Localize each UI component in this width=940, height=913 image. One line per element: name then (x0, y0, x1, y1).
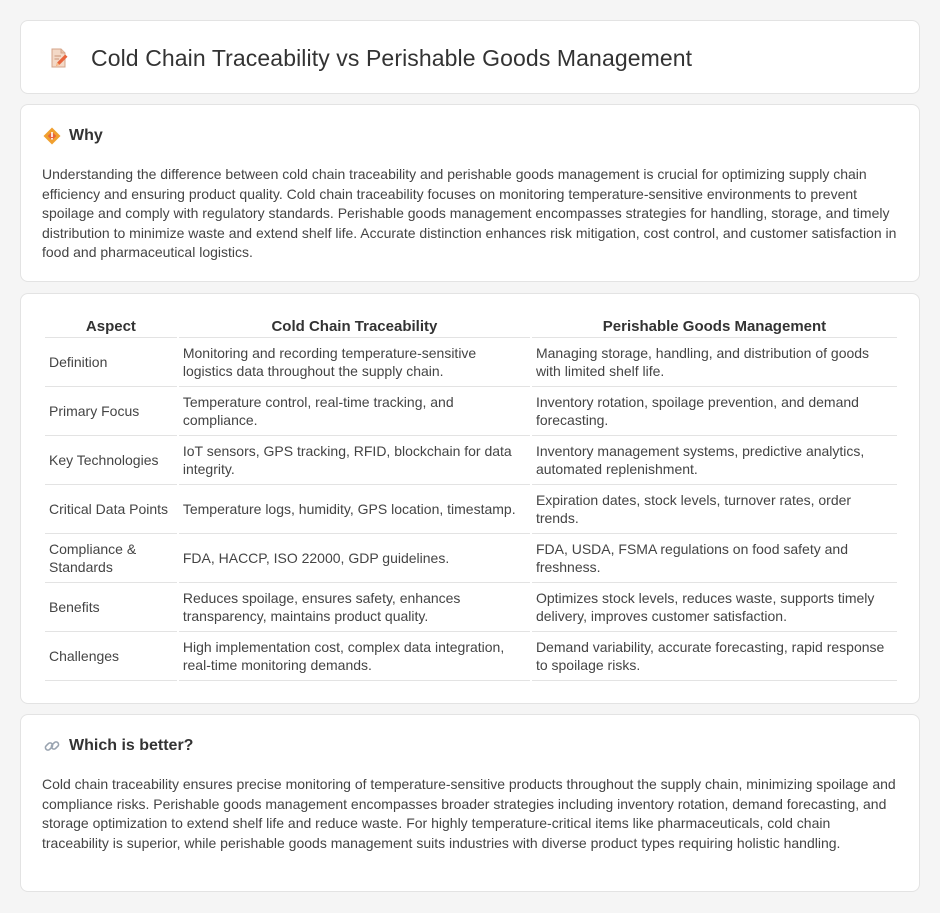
table-header-row (45, 316, 897, 338)
page-title: Cold Chain Traceability vs Perishable Goods Management (91, 44, 693, 71)
row-perishable: Managing storage, handling, and distribution of goods with limited shelf life. (532, 338, 897, 387)
row-cold-chain: High implementation cost, complex data integration, real-time monitoring demands. (179, 632, 530, 681)
header-card (20, 20, 920, 94)
row-cold-chain: Temperature control, real-time tracking, and compliance. (179, 387, 530, 436)
link-icon (43, 737, 61, 755)
header-perishable: Perishable Goods Management (532, 316, 897, 338)
row-perishable: Expiration dates, stock levels, turnover rates, order trends. (532, 485, 897, 534)
row-aspect: Definition (45, 338, 177, 387)
row-cold-chain: Monitoring and recording temperature-sensitive logistics data throughout the supply chain. (179, 338, 530, 387)
comparison-section (20, 293, 920, 704)
table-row (45, 583, 897, 632)
why-heading (43, 127, 103, 145)
row-perishable: Optimizes stock levels, reduces waste, supports timely delivery, improves customer satisfaction. (532, 583, 897, 632)
header-cold-chain: Cold Chain Traceability (179, 316, 530, 338)
document-pencil-icon (47, 46, 71, 70)
row-aspect: Benefits (45, 583, 177, 632)
row-perishable: Inventory rotation, spoilage prevention, and demand forecasting. (532, 387, 897, 436)
comparison-table (43, 316, 899, 681)
why-title: Why (69, 127, 103, 144)
row-perishable: Demand variability, accurate forecasting, rapid response to spoilage risks. (532, 632, 897, 681)
table-row (45, 338, 897, 387)
header-aspect: Aspect (45, 316, 177, 338)
row-aspect: Challenges (45, 632, 177, 681)
better-heading (43, 737, 193, 755)
row-perishable: FDA, USDA, FSMA regulations on food safety and freshness. (532, 534, 897, 583)
why-section (20, 104, 920, 282)
row-cold-chain: FDA, HACCP, ISO 22000, GDP guidelines. (179, 534, 530, 583)
table-row (45, 534, 897, 583)
diamond-warning-icon (43, 127, 61, 145)
row-cold-chain: Reduces spoilage, ensures safety, enhances transparency, maintains product quality. (179, 583, 530, 632)
row-aspect: Primary Focus (45, 387, 177, 436)
table-row (45, 632, 897, 681)
better-section (20, 714, 920, 892)
table-row (45, 436, 897, 485)
table-row (45, 387, 897, 436)
title-row (21, 21, 919, 95)
row-aspect: Critical Data Points (45, 485, 177, 534)
better-text: Cold chain traceability ensures precise monitoring of temperature-sensitive products throughout the supply chain, minimizing spoilage and compliance risks. Perishable goods management encompasses broader strategies including inventory rotation, demand forecasting, and storage optimization to extend shelf life and reduce waste. For highly temperature-critical items like pharmaceuticals, cold chain traceability is superior, while perishable goods management suits industries with diverse product types requiring holistic handling. (42, 776, 896, 851)
row-aspect: Key Technologies (45, 436, 177, 485)
row-perishable: Inventory management systems, predictive analytics, automated replenishment. (532, 436, 897, 485)
table-row (45, 485, 897, 534)
why-text: Understanding the difference between cold chain traceability and perishable goods management is crucial for optimizing supply chain efficiency and ensuring product quality. Cold chain traceability focuses on monitoring temperature-sensitive environments to prevent spoilage and comply with regulatory standards. Perishable goods management encompasses strategies for handling, storage, and timely distribution to minimize waste and extend shelf life. Accurate distinction enhances risk mitigation, cost control, and customer satisfaction in food and pharmaceutical logistics. (42, 166, 897, 260)
better-title: Which is better? (69, 737, 194, 754)
row-cold-chain: IoT sensors, GPS tracking, RFID, blockchain for data integrity. (179, 436, 530, 485)
row-aspect: Compliance & Standards (45, 534, 177, 583)
row-cold-chain: Temperature logs, humidity, GPS location, timestamp. (179, 485, 530, 534)
